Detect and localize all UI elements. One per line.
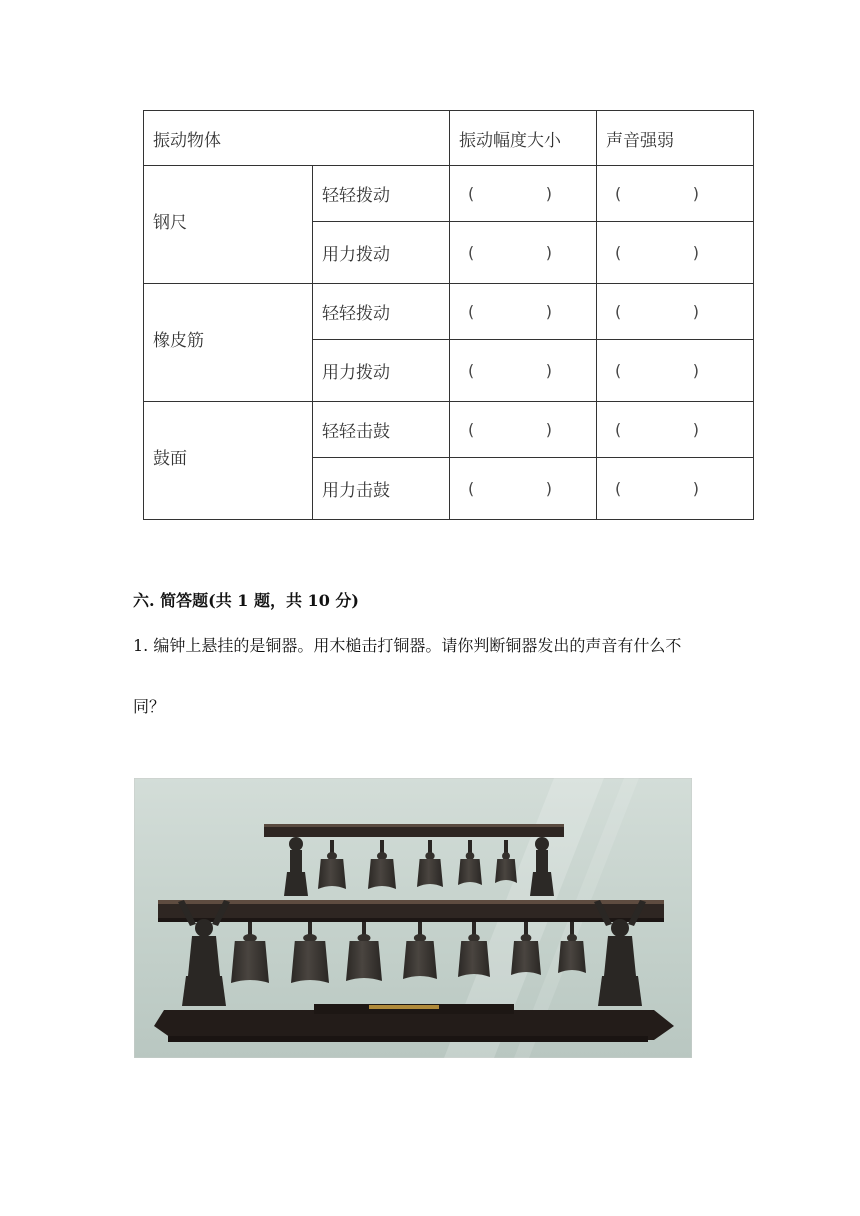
amplitude-blank[interactable]: ( ) bbox=[450, 222, 597, 284]
action-cell: 用力击鼓 bbox=[313, 458, 450, 520]
object-cell: 钢尺 bbox=[144, 166, 313, 284]
action-cell: 轻轻拨动 bbox=[313, 284, 450, 340]
amplitude-blank[interactable]: ( ) bbox=[450, 458, 597, 520]
object-cell: 橡皮筋 bbox=[144, 284, 313, 402]
table-row bbox=[144, 284, 754, 340]
amplitude-blank[interactable]: ( ) bbox=[450, 402, 597, 458]
table-row bbox=[144, 166, 754, 222]
question-text: 1. 编钟上悬挂的是铜器。用木槌击打铜器。请你判断铜器发出的声音有什么不 bbox=[133, 636, 682, 655]
header-amplitude: 振动幅度大小 bbox=[450, 111, 597, 166]
amplitude-blank[interactable]: ( ) bbox=[450, 340, 597, 402]
volume-blank[interactable]: ( ) bbox=[597, 284, 754, 340]
header-volume: 声音强弱 bbox=[597, 111, 754, 166]
action-cell: 轻轻拨动 bbox=[313, 166, 450, 222]
bottom-beam bbox=[158, 900, 664, 922]
amplitude-blank[interactable]: ( ) bbox=[450, 284, 597, 340]
object-cell: 鼓面 bbox=[144, 402, 313, 520]
vibration-table bbox=[143, 110, 754, 520]
volume-blank[interactable]: ( ) bbox=[597, 166, 754, 222]
action-cell: 用力拨动 bbox=[313, 222, 450, 284]
question-text-continued: 同？ bbox=[133, 697, 166, 716]
bianzhong-photo bbox=[134, 778, 692, 1058]
amplitude-blank[interactable]: ( ) bbox=[450, 166, 597, 222]
action-cell: 轻轻击鼓 bbox=[313, 402, 450, 458]
volume-blank[interactable]: ( ) bbox=[597, 458, 754, 520]
top-beam bbox=[264, 824, 564, 837]
section-title: 六. 简答题(共 1 题，共 10 分) bbox=[133, 591, 359, 610]
table-row bbox=[144, 402, 754, 458]
table-header-row bbox=[144, 111, 754, 166]
action-cell: 用力拨动 bbox=[313, 340, 450, 402]
volume-blank[interactable]: ( ) bbox=[597, 340, 754, 402]
volume-blank[interactable]: ( ) bbox=[597, 222, 754, 284]
header-object: 振动物体 bbox=[144, 111, 450, 166]
volume-blank[interactable]: ( ) bbox=[597, 402, 754, 458]
